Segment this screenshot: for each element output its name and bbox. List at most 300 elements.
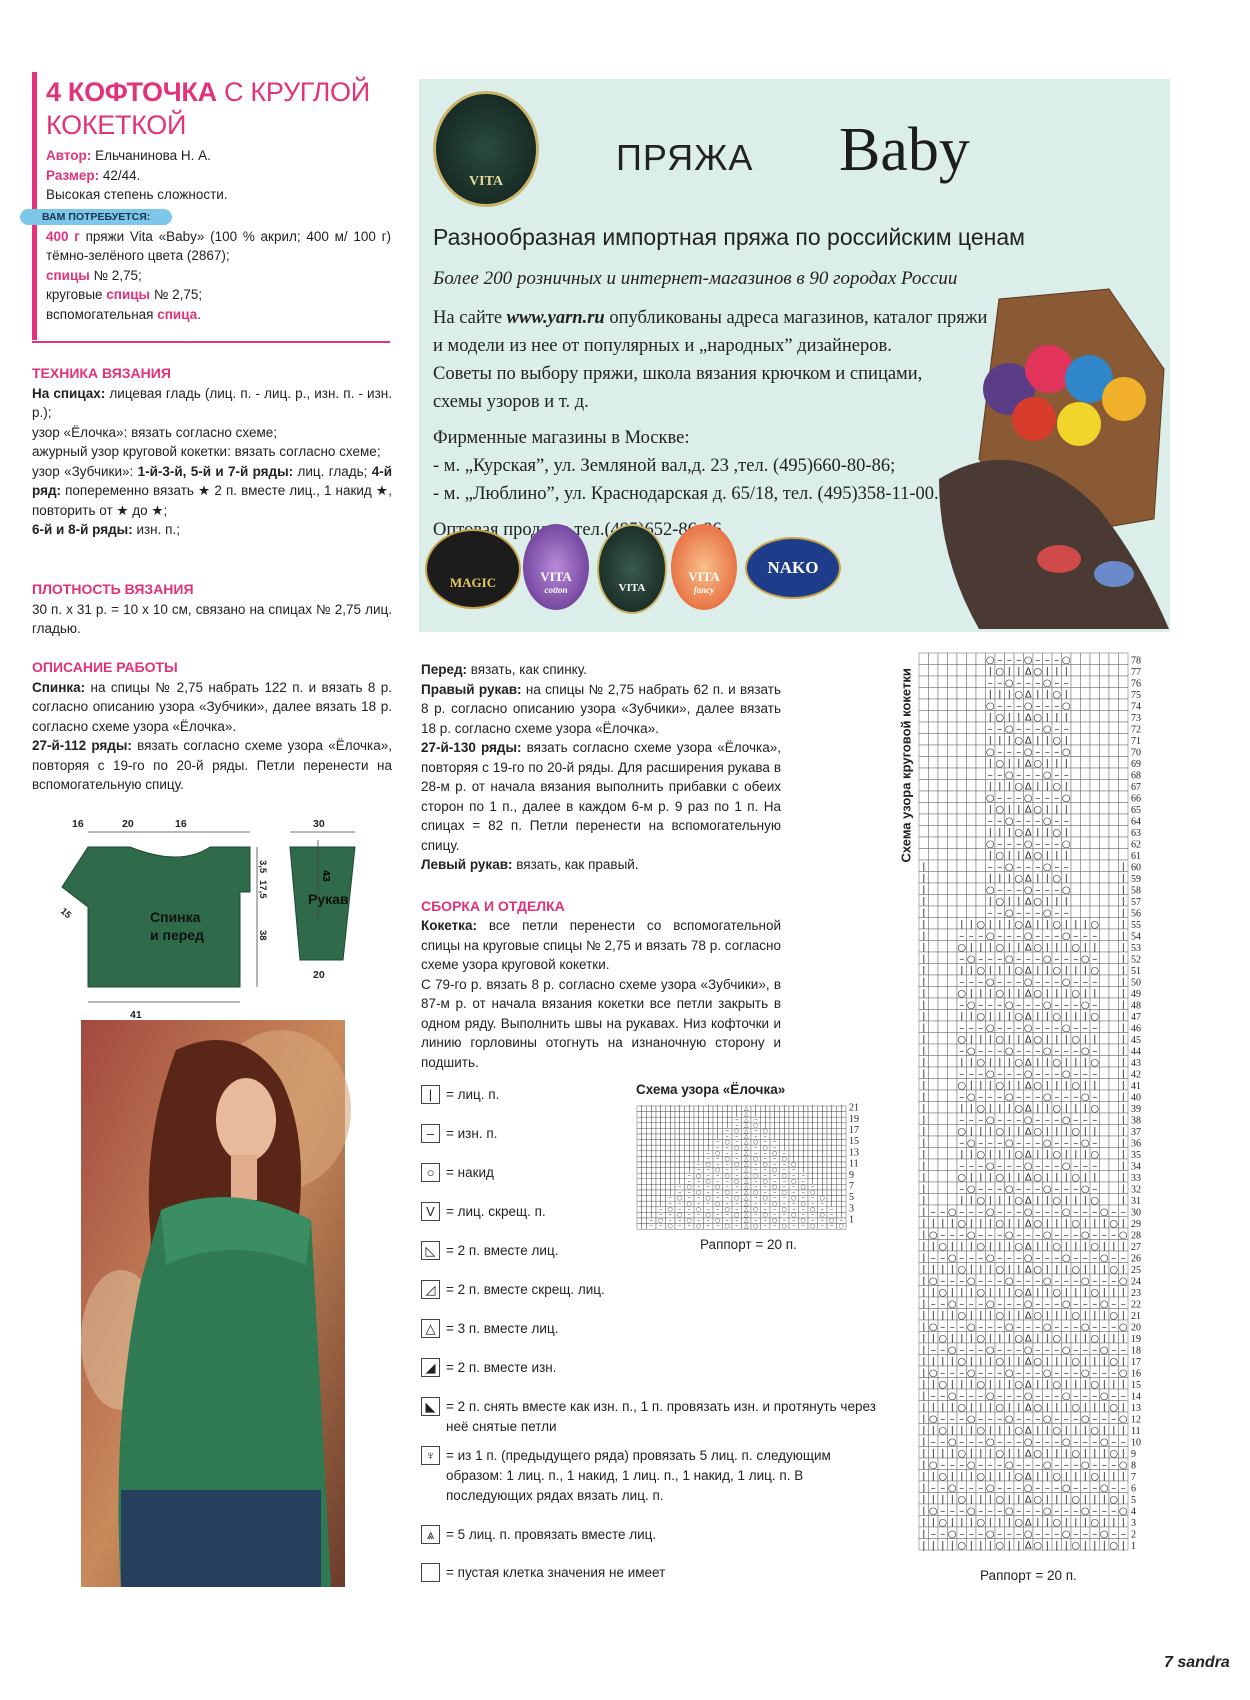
chart-symbol: – [716, 1178, 720, 1185]
chart-cell [1090, 780, 1100, 792]
chart-symbol: | [1017, 850, 1021, 862]
chart-symbol: | [922, 873, 926, 885]
chart-symbol: – [1044, 839, 1050, 850]
chart-symbol: – [1035, 1000, 1041, 1011]
chart-symbol: | [1064, 1448, 1068, 1460]
chart-symbol: – [725, 1201, 729, 1208]
chart-symbol: – [1092, 1506, 1098, 1517]
yoke-rapport: Раппорт = 20 п. [980, 1568, 1077, 1583]
chart-symbol: Δ [1024, 965, 1032, 977]
chart-row-number: 41 [1131, 1081, 1141, 1092]
chart-cell [976, 826, 986, 838]
chart-symbol: | [669, 1117, 672, 1124]
chart-symbol: | [650, 1167, 653, 1174]
ad-brand: Baby [839, 116, 970, 184]
chart-symbol: ○ [947, 1529, 957, 1540]
chart-cell [1119, 699, 1129, 711]
chart-cell [929, 780, 939, 792]
chart-cell [929, 688, 939, 700]
chart-row-number: 68 [1131, 770, 1141, 782]
chart-cell [1119, 849, 1129, 861]
chart-symbol: ○ [1052, 1471, 1062, 1483]
chart-symbol: – [987, 816, 993, 827]
chart-cell [1081, 814, 1091, 826]
chart-row-number: 17 [1131, 1357, 1141, 1368]
chart-symbol: | [1121, 1287, 1125, 1299]
chart-cell [967, 826, 977, 838]
chart-row-number: 71 [1131, 736, 1141, 747]
chart-symbol: | [1083, 1540, 1087, 1552]
chart-symbol: ○ [658, 1218, 664, 1225]
chart-cell [948, 791, 958, 803]
chart-symbol: – [735, 1184, 739, 1191]
chart-row-number: 16 [1131, 1368, 1141, 1380]
chart-cell [1109, 1090, 1119, 1102]
chart-cell [967, 711, 977, 723]
chart-cell [929, 665, 939, 677]
chart-symbol: | [950, 1218, 954, 1230]
chart-cell [1071, 688, 1081, 700]
chart-symbol: | [1112, 1379, 1116, 1391]
chart-symbol: | [669, 1111, 672, 1118]
chart-symbol: | [697, 1150, 700, 1157]
chart-cell [1071, 780, 1081, 792]
chart-cell [1100, 1102, 1110, 1114]
chart-symbol: – [1035, 954, 1041, 965]
chart-cell [938, 1033, 948, 1045]
chart-cell [929, 1159, 939, 1171]
chart-row-number: 11 [1131, 1426, 1141, 1437]
chart-symbol: – [1035, 1138, 1041, 1149]
chart-symbol: | [659, 1201, 662, 1208]
chart-cell [938, 699, 948, 711]
chart-symbol: – [997, 977, 1003, 988]
chart-cell [1081, 860, 1091, 872]
chart-cell [1109, 768, 1119, 780]
chart-symbol: – [1035, 701, 1041, 712]
chart-symbol: – [1054, 1046, 1060, 1057]
chart-cell [938, 1102, 948, 1114]
model-photo [81, 1020, 345, 1587]
chart-symbol: – [1092, 931, 1098, 942]
chart-symbol: ○ [1033, 1356, 1043, 1368]
chart-symbol: | [802, 1167, 805, 1174]
chart-symbol: – [978, 1161, 984, 1172]
chart-cell [957, 849, 967, 861]
chart-symbol: | [783, 1139, 786, 1146]
chart-symbol: ○ [985, 839, 995, 850]
chart-symbol: | [950, 1287, 954, 1299]
chart-cell [1090, 757, 1100, 769]
chart-symbol: ○ [1061, 1069, 1071, 1080]
chart-symbol: | [922, 1379, 926, 1391]
chart-symbol: ○ [1023, 747, 1033, 758]
chart-cell [938, 653, 948, 665]
chart-cell [1109, 734, 1119, 746]
dim-sleeve-30: 30 [313, 818, 325, 830]
chart-symbol: | [650, 1139, 653, 1146]
chart-symbol: ○ [686, 1184, 692, 1191]
chart-cell [1109, 665, 1119, 677]
chart-symbol: – [997, 1138, 1003, 1149]
photo-illustration [81, 1020, 345, 1587]
chart-symbol: ○ [829, 1218, 835, 1225]
chart-symbol: – [773, 1145, 777, 1152]
chart-symbol: | [941, 1540, 945, 1552]
chart-cell [948, 1102, 958, 1114]
chart-symbol: | [1064, 873, 1068, 885]
legend-symbol-icon: ○ [421, 1163, 440, 1182]
chart-symbol: – [1073, 1184, 1079, 1195]
chart-symbol: – [949, 1368, 955, 1379]
legend-text: = лиц. п. [446, 1087, 500, 1102]
chart-symbol: | [659, 1117, 662, 1124]
chart-symbol: | [931, 1287, 935, 1299]
chart-symbol: | [960, 1195, 964, 1207]
chart-symbol: – [782, 1167, 786, 1174]
chart-symbol: | [811, 1162, 814, 1169]
chart-symbol: | [678, 1145, 681, 1152]
chart-symbol: ○ [1052, 1425, 1062, 1437]
chart-symbol: – [940, 1230, 946, 1241]
chart-symbol: ○ [1109, 1264, 1119, 1276]
chart-symbol: ○ [1033, 1034, 1043, 1046]
chart-symbol: | [988, 1379, 992, 1391]
chart-symbol: | [640, 1145, 643, 1152]
chart-symbol: – [763, 1156, 767, 1163]
chart-symbol: | [1121, 1161, 1125, 1172]
chart-cell [1071, 676, 1081, 688]
chart-symbol: – [940, 1414, 946, 1425]
chart-symbol: – [1063, 1506, 1069, 1517]
chart-symbol: Δ [1024, 919, 1032, 931]
chart-symbol: ○ [1109, 1402, 1119, 1414]
chart-cell [957, 791, 967, 803]
chart-symbol: | [922, 1207, 926, 1218]
chart-symbol: ○ [985, 1391, 995, 1402]
chart-symbol: △ [743, 1190, 749, 1197]
chart-symbol: | [792, 1117, 795, 1124]
chart-row-number: 17 [849, 1125, 859, 1136]
chart-symbol: | [979, 1310, 983, 1322]
chart-cell [1090, 883, 1100, 895]
chart-symbol: – [997, 1299, 1003, 1310]
chart-symbol: – [782, 1178, 786, 1185]
chart-symbol: | [1064, 1402, 1068, 1414]
chart-symbol: | [979, 1218, 983, 1230]
chart-cell [976, 895, 986, 907]
chart-symbol: ○ [1004, 1276, 1014, 1287]
chart-symbol: ○ [1014, 1333, 1024, 1345]
chart-cell [948, 1010, 958, 1022]
chart-symbol: | [1074, 1379, 1078, 1391]
chart-symbol: | [1007, 1379, 1011, 1391]
chart-symbol: ○ [1014, 1149, 1024, 1161]
chart-symbol: – [1054, 724, 1060, 735]
chart-cell [938, 676, 948, 688]
chart-symbol: Δ [1024, 1379, 1032, 1391]
chart-symbol: – [978, 1230, 984, 1241]
chart-symbol: – [959, 1184, 965, 1195]
chart-symbol: | [1045, 712, 1049, 724]
chart-symbol: ○ [1099, 1391, 1109, 1402]
chart-symbol: △ [743, 1162, 749, 1169]
chart-symbol: | [1064, 758, 1068, 770]
chart-symbol: – [697, 1195, 701, 1202]
chart-cell [1109, 1194, 1119, 1206]
chart-cell [929, 1079, 939, 1091]
chart-symbol: | [969, 1517, 973, 1529]
chart-symbol: – [959, 1115, 965, 1126]
chart-row-number: 42 [1131, 1069, 1141, 1081]
chart-symbol: Δ [1024, 1425, 1032, 1437]
chart-symbol: ○ [1014, 689, 1024, 701]
chart-symbol: | [1045, 781, 1049, 793]
chart-symbol: △ [743, 1106, 749, 1113]
chart-symbol: | [830, 1145, 833, 1152]
chart-cell [948, 1044, 958, 1056]
chart-symbol: – [1082, 1023, 1088, 1034]
chart-symbol: | [1064, 1494, 1068, 1506]
chart-symbol: ○ [1023, 1529, 1033, 1540]
chart-symbol: – [930, 1253, 936, 1264]
chart-cell [948, 941, 958, 953]
chart-symbol: ○ [1004, 1000, 1014, 1011]
chart-symbol: | [830, 1162, 833, 1169]
chart-symbol: – [978, 1115, 984, 1126]
chart-symbol: | [1102, 1310, 1106, 1322]
chart-symbol: | [1017, 1264, 1021, 1276]
chart-cell [938, 1010, 948, 1022]
page-footer: 7 sandra [1164, 1654, 1230, 1671]
chart-symbol: | [950, 1356, 954, 1368]
chart-symbol: – [1082, 1115, 1088, 1126]
chart-symbol: △ [743, 1195, 749, 1202]
chart-symbol: | [650, 1178, 653, 1185]
chart-symbol: | [988, 1057, 992, 1069]
chart-symbol: | [830, 1173, 833, 1180]
chart-symbol: | [1064, 1057, 1068, 1069]
chart-symbol: | [922, 1414, 926, 1425]
chart-symbol: ○ [1004, 678, 1014, 689]
chart-cell [976, 837, 986, 849]
chart-cell [929, 964, 939, 976]
chart-symbol: | [1007, 1241, 1011, 1253]
chart-cell [1071, 745, 1081, 757]
chart-row-number: 8 [1131, 1460, 1136, 1472]
chart-symbol: | [783, 1117, 786, 1124]
chart-symbol: ○ [1052, 965, 1062, 977]
chart-symbol: – [1054, 1483, 1060, 1494]
chart-symbol: | [1112, 1517, 1116, 1529]
chart-row-number: 27 [1131, 1242, 1141, 1253]
chart-symbol: | [979, 1356, 983, 1368]
chart-symbol: ○ [995, 1034, 1005, 1046]
chart-symbol: △ [743, 1111, 749, 1118]
chart-symbol: | [922, 1080, 926, 1092]
chart-symbol: – [1073, 1207, 1079, 1218]
dim-38: 38 [257, 930, 268, 941]
chart-row-number: 30 [1131, 1207, 1141, 1219]
chart-symbol: – [940, 1529, 946, 1540]
chart-symbol: – [1016, 1460, 1022, 1471]
chart-cell [929, 941, 939, 953]
chart-symbol: | [678, 1162, 681, 1169]
chart-symbol: ○ [1004, 1046, 1014, 1057]
chart-symbol: – [754, 1134, 758, 1141]
chart-symbol: | [1007, 1287, 1011, 1299]
chart-symbol: ○ [947, 1437, 957, 1448]
chart-cell [1119, 791, 1129, 803]
chart-symbol: – [997, 862, 1003, 873]
chart-symbol: – [735, 1122, 739, 1129]
chart-symbol: ○ [1061, 1529, 1071, 1540]
chart-cell [929, 757, 939, 769]
chart-symbol: ○ [1023, 1115, 1033, 1126]
chart-symbol: | [988, 1149, 992, 1161]
chart-cell [1119, 768, 1129, 780]
chart-symbol: – [1120, 1207, 1126, 1218]
chart-symbol: – [1035, 885, 1041, 896]
chart-symbol: – [987, 1276, 993, 1287]
chart-symbol: ○ [772, 1218, 778, 1225]
chart-cell [1100, 1079, 1110, 1091]
chart-cell [929, 918, 939, 930]
chart-symbol: | [1007, 1333, 1011, 1345]
chart-symbol: – [1063, 816, 1069, 827]
yoke-chart-title-wrap [896, 655, 916, 865]
chart-symbol: – [978, 1345, 984, 1356]
chart-symbol: | [931, 1241, 935, 1253]
chart-row-number: 15 [1131, 1380, 1141, 1391]
chart-cell [1081, 757, 1091, 769]
chart-symbol: – [959, 1092, 965, 1103]
chart-symbol: – [1035, 908, 1041, 919]
chart-row-number: 43 [1131, 1058, 1141, 1069]
chart-symbol: – [978, 1506, 984, 1517]
chart-symbol: ○ [762, 1128, 768, 1135]
chart-symbol: – [1016, 1184, 1022, 1195]
yoke-chart-title: Схема узора круговой кокетки [898, 668, 914, 863]
chart-symbol: – [773, 1212, 777, 1219]
chart-symbol: | [1064, 1103, 1068, 1115]
chart-symbol: – [959, 1069, 965, 1080]
chart-symbol: ○ [1023, 1069, 1033, 1080]
chart-symbol: – [997, 816, 1003, 827]
chart-cell [1119, 780, 1129, 792]
chart-symbol: | [792, 1111, 795, 1118]
chart-symbol: – [959, 1138, 965, 1149]
chart-symbol: | [1064, 1241, 1068, 1253]
chart-symbol: ○ [928, 1276, 938, 1287]
chart-symbol: | [1017, 896, 1021, 908]
chart-cell [938, 814, 948, 826]
chart-symbol: | [840, 1167, 843, 1174]
chart-symbol: ○ [976, 1241, 986, 1253]
chart-symbol: | [821, 1173, 824, 1180]
chart-symbol: – [716, 1195, 720, 1202]
chart-symbol: – [1035, 1092, 1041, 1103]
chart-symbol: – [987, 1000, 993, 1011]
chart-row-number: 22 [1131, 1299, 1141, 1311]
chart-symbol: ○ [957, 1080, 967, 1092]
chart-symbol: – [1082, 977, 1088, 988]
legend-symbol-icon: | [421, 1085, 440, 1104]
chart-symbol: | [1055, 1126, 1059, 1138]
chart-cell [1100, 757, 1110, 769]
chart-symbol: ○ [985, 793, 995, 804]
chart-symbol: | [802, 1162, 805, 1169]
chart-symbol: | [960, 919, 964, 931]
chart-cell [1100, 711, 1110, 723]
chart-cell [1081, 722, 1091, 734]
chart-symbol: – [782, 1218, 786, 1225]
chart-symbol: – [1025, 1414, 1031, 1425]
legend-symbol-icon: ◢ [421, 1358, 440, 1377]
chart-symbol: | [1064, 735, 1068, 747]
chart-symbol: – [959, 1437, 965, 1448]
chart-symbol: ○ [966, 1138, 976, 1149]
chart-symbol: | [1045, 1517, 1049, 1529]
chart-symbol: | [1083, 1011, 1087, 1023]
chart-cell [1081, 895, 1091, 907]
chart-symbol: | [998, 919, 1002, 931]
chart-cell [967, 906, 977, 918]
chart-row-number: 5 [1131, 1495, 1136, 1506]
chart-symbol: | [1102, 1517, 1106, 1529]
chart-symbol: – [997, 908, 1003, 919]
chart-symbol: – [1092, 1483, 1098, 1494]
chart-symbol: | [697, 1139, 700, 1146]
chart-symbol: ○ [1004, 1414, 1014, 1425]
chart-cell [1100, 1182, 1110, 1194]
chart-symbol: | [1045, 1379, 1049, 1391]
chart-symbol: | [1007, 1310, 1011, 1322]
chart-cell [1081, 676, 1091, 688]
chart-cell [1100, 745, 1110, 757]
chart-symbol: ○ [1071, 1264, 1081, 1276]
chart-row-number: 26 [1131, 1253, 1141, 1265]
chart-symbol: – [1035, 977, 1041, 988]
chart-symbol: | [1074, 1103, 1078, 1115]
chart-symbol: – [1092, 954, 1098, 965]
chart-symbol: | [969, 1057, 973, 1069]
chart-symbol: ○ [1090, 965, 1100, 977]
chart-symbol: | [960, 1517, 964, 1529]
chart-cell [919, 745, 929, 757]
yolochka-rapport: Раппорт = 20 п. [700, 1237, 797, 1252]
chart-symbol: ○ [995, 804, 1005, 816]
chart-symbol: – [997, 1322, 1003, 1333]
chart-row-number: 20 [1131, 1322, 1141, 1334]
vita-logo-small: VITA [597, 524, 667, 614]
chart-symbol: – [987, 1092, 993, 1103]
chart-symbol: – [1063, 1138, 1069, 1149]
chart-symbol: – [1073, 1529, 1079, 1540]
chart-symbol: | [716, 1117, 719, 1124]
chart-symbol: ○ [1071, 1310, 1081, 1322]
chart-cell [919, 780, 929, 792]
chart-symbol: – [1054, 793, 1060, 804]
chart-symbol: ○ [966, 1000, 976, 1011]
chart-symbol: | [988, 804, 992, 816]
chart-symbol: ○ [928, 1460, 938, 1471]
chart-symbol: – [1035, 1184, 1041, 1195]
chart-symbol: ○ [1061, 1253, 1071, 1264]
chart-symbol: ○ [1109, 1218, 1119, 1230]
chart-symbol: | [922, 1011, 926, 1023]
chart-cell [929, 998, 939, 1010]
